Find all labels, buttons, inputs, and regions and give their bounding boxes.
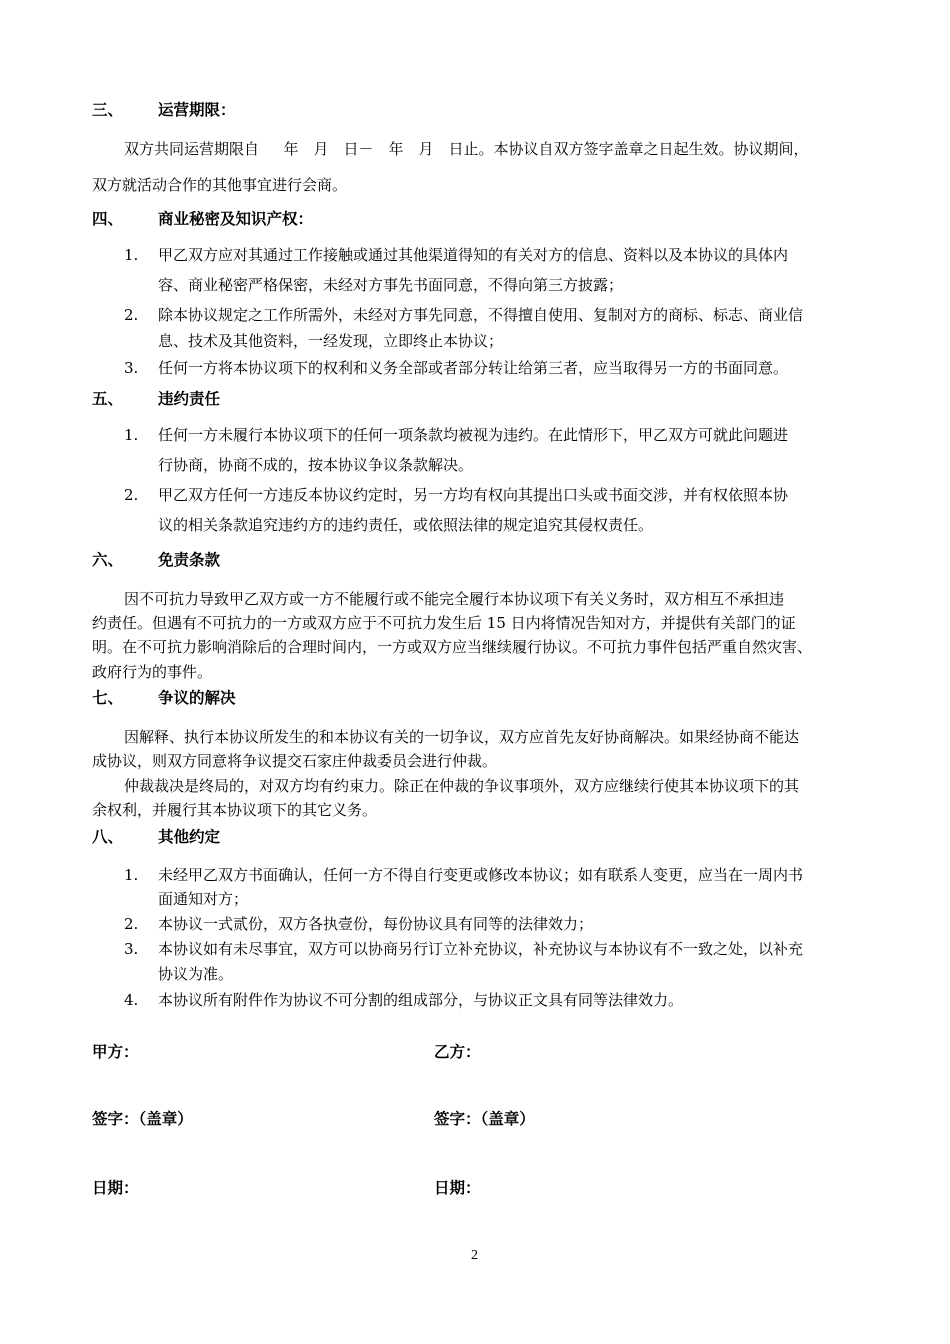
list-item-line: 任何一方未履行本协议项下的任何一项条款均被视为违约。在此情形下，甲乙双方可就此问题进 [158,426,789,444]
list-item-line: 甲乙双方应对其通过工作接触或通过其他渠道得知的有关对方的信息、资料以及本协议的具体内 [158,246,789,264]
paragraph-line: 仲裁裁决是终局的，对双方均有约束力。除正在仲裁的争议事项外，双方应继续行使其本协议项下的其 [124,777,800,795]
party-b-label: 乙方： [434,1043,481,1061]
paragraph-line: 因不可抗力导致甲乙双方或一方不能履行或不能完全履行本协议项下有关义务时，双方相互不承担违 [124,590,785,608]
list-item-line: 任何一方将本协议项下的权利和义务全部或者部分转让给第三者，应当取得另一方的书面同意。 [158,359,789,377]
list-item-line: 容、商业秘密严格保密，未经对方事先书面同意，不得向第三方披露； [158,276,624,294]
paragraph-line: 成协议，则双方同意将争议提交石家庄仲裁委员会进行仲裁。 [92,752,498,770]
list-item-line: 行协商，协商不成的，按本协议争议条款解决。 [158,456,474,474]
list-item-line: 协议为准。 [158,965,234,983]
list-item-number: 2. [124,306,139,324]
list-item-line: 本协议一式贰份，双方各执壹份，每份协议具有同等的法律效力； [158,915,594,933]
list-item-number: 1. [124,246,139,264]
paragraph-line: 双方就活动合作的其他事宜进行会商。 [92,176,348,194]
party-b-signature-label: 签字：（盖章） [434,1110,535,1128]
list-item-number: 3. [124,940,139,958]
section-6-number: 六、 [92,551,124,569]
section-4-number: 四、 [92,210,124,228]
section-8-number: 八、 [92,828,124,846]
section-3-title: 运营期限： [158,101,236,119]
section-6-title: 免责条款 [158,551,221,569]
party-a-date-label: 日期： [92,1179,139,1197]
paragraph-line: 双方共同运营期限自 年 月 日－ 年 月 日止。本协议自双方签字盖章之日起生效。协议期间， [124,140,809,158]
page-number: 2 [471,1248,478,1263]
list-item-line: 息、技术及其他资料，一经发现，立即终止本协议； [158,332,504,350]
paragraph-line: 余权利，并履行其本协议项下的其它义务。 [92,801,378,819]
section-5-number: 五、 [92,390,124,408]
section-7-number: 七、 [92,689,124,707]
paragraph-line: 明。在不可抗力影响消除后的合理时间内，一方或双方应当继续履行协议。不可抗力事件包括严重自然灾害、 [92,638,813,656]
list-item-line: 议的相关条款追究违约方的违约责任，或依照法律的规定追究其侵权责任。 [158,516,654,534]
section-7-title: 争议的解决 [158,689,236,707]
list-item-number: 1. [124,426,139,444]
party-a-signature-label: 签字：（盖章） [92,1110,193,1128]
list-item-number: 4. [124,991,139,1009]
paragraph-line: 约责任。但遇有不可抗力的一方或双方应于不可抗力发生后 15 日内将情况告知对方，并提供有关部门的证 [92,614,796,632]
list-item-number: 2. [124,486,139,504]
list-item-line: 本协议所有附件作为协议不可分割的组成部分，与协议正文具有同等法律效力。 [158,991,684,1009]
section-8-title: 其他约定 [158,828,221,846]
list-item-line: 除本协议规定之工作所需外，未经对方事先同意，不得擅自使用、复制对方的商标、标志、商业信 [158,306,804,324]
list-item-number: 2. [124,915,139,933]
list-item-line: 甲乙双方任何一方违反本协议约定时，另一方均有权向其提出口头或书面交涉，并有权依照本协 [158,486,789,504]
section-4-title: 商业秘密及知识产权： [158,210,314,228]
paragraph-line: 因解释、执行本协议所发生的和本协议有关的一切争议，双方应首先友好协商解决。如果经协商不能达 [124,728,800,746]
list-item-line: 本协议如有未尽事宜，双方可以协商另行订立补充协议，补充协议与本协议有不一致之处，以补充 [158,940,804,958]
paragraph-line: 政府行为的事件。 [92,663,213,681]
list-item-line: 面通知对方； [158,890,249,908]
list-item-number: 3. [124,359,139,377]
party-b-date-label: 日期： [434,1179,481,1197]
section-5-title: 违约责任 [158,390,221,408]
party-a-label: 甲方： [92,1043,139,1061]
list-item-line: 未经甲乙双方书面确认，任何一方不得自行变更或修改本协议；如有联系人变更，应当在一周内书 [158,866,804,884]
section-3-number: 三、 [92,101,124,119]
list-item-number: 1. [124,866,139,884]
